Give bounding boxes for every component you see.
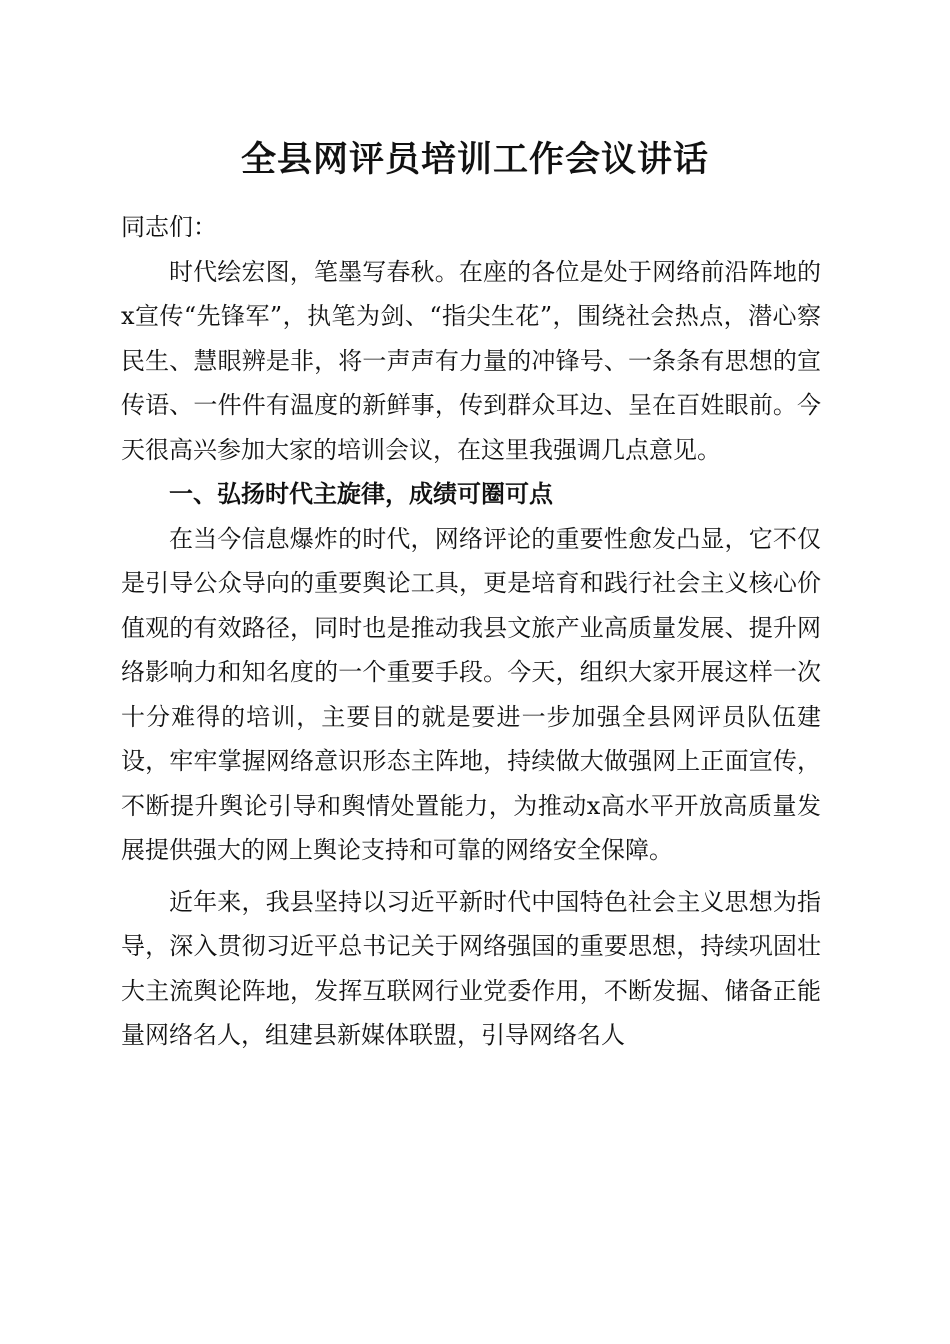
document-title: 全县网评员培训工作会议讲话 [240,139,709,180]
document-body [121,205,821,1058]
paragraph: 在当今信息爆炸的时代，网络评论的重要性愈发凸显，它不仅是引导公众导向的重要舆论工具，更是培育和践行社会主义核心价值观的有效路径，同时也是推动我县文旅产业高质量发展、提升网络影响力和知名度的一个重要手段。今天，组织大家开展这样一次十分难得的培训，主要目的就是要进一步加强全县网评员队伍建设，牢牢掌握网络意识形态主阵地，持续做大做强网上正面宣传，不断提升舆论引导和舆情处置能力，为推动x高水平开放高质量发展提供强大的网上舆论支持和可靠的网络安全保障。 [121,524,821,864]
paragraph: 近年来，我县坚持以习近平新时代中国特色社会主义思想为指导，深入贯彻习近平总书记关于网络强国的重要思想，持续巩固壮大主流舆论阵地，发挥互联网行业党委作用，不断发掘、储备正能量网络名人，组建县新媒体联盟，引导网络名人 [121,887,821,1049]
salutation: 同志们： [121,213,217,241]
section-heading: 一、弘扬时代主旋律，成绩可圈可点 [169,480,553,508]
paragraph-intro: 时代绘宏图，笔墨写春秋。在座的各位是处于网络前沿阵地的x宣传“先锋军”，执笔为剑、“指尖生花”，围绕社会热点，潜心察民生、慧眼辨是非，将一声声有力量的冲锋号、一条条有思想的宣传语、一件件有温度的新鲜事，传到群众耳边、呈在百姓眼前。今天很高兴参加大家的培训会议，在这里我强调几点意见。 [121,257,821,464]
